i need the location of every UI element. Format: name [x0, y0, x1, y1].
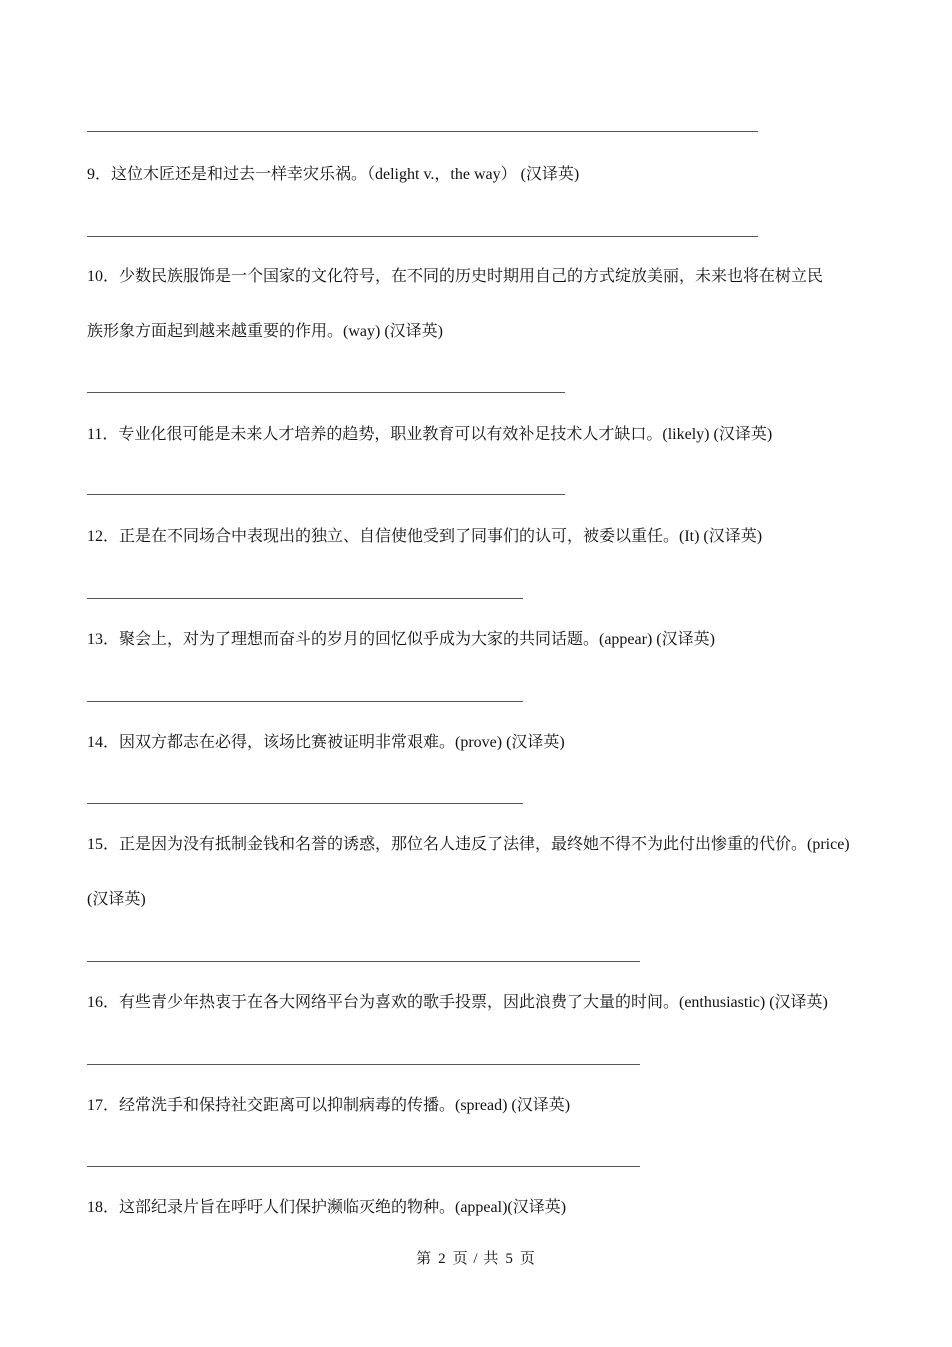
question-12: 12．正是在不同场合中表现出的独立、自信使他受到了同事们的认可，被委以重任。(It) (汉译英) — [87, 528, 763, 545]
answer-line[interactable] — [87, 131, 758, 132]
answer-line[interactable] — [87, 701, 523, 702]
answer-line[interactable] — [87, 803, 523, 804]
answer-line[interactable] — [87, 494, 565, 495]
question-13: 13．聚会上，对为了理想而奋斗的岁月的回忆似乎成为大家的共同话题。(appear) (汉译英) — [87, 631, 715, 648]
question-18: 18．这部纪录片旨在呼吁人们保护濒临灭绝的物种。(appeal)(汉译英) — [87, 1199, 567, 1216]
question-15-cont: (汉译英) — [87, 891, 146, 908]
current-page: 2 — [438, 1251, 447, 1267]
question-16: 16．有些青少年热衷于在各大网络平台为喜欢的歌手投票，因此浪费了大量的时间。(enthusiastic) (汉译英) — [87, 994, 828, 1011]
answer-line[interactable] — [87, 392, 565, 393]
total-pages: 5 — [505, 1251, 514, 1267]
footer-mid: 页 / 共 — [452, 1251, 500, 1267]
answer-line[interactable] — [87, 961, 640, 962]
question-11: 11．专业化很可能是未来人才培养的趋势，职业教育可以有效补足技术人才缺口。(likely) (汉译英) — [87, 426, 773, 443]
answer-line[interactable] — [87, 1064, 640, 1065]
question-17: 17．经常洗手和保持社交距离可以抑制病毒的传播。(spread) (汉译英) — [87, 1097, 571, 1114]
question-15: 15．正是因为没有抵制金钱和名誉的诱惑，那位名人违反了法律，最终她不得不为此付出惨重的代价。(price) — [87, 836, 850, 853]
question-14: 14．因双方都志在必得，该场比赛被证明非常艰难。(prove) (汉译英) — [87, 734, 565, 751]
footer-suffix: 页 — [519, 1251, 536, 1267]
answer-line[interactable] — [87, 1166, 640, 1167]
answer-line[interactable] — [87, 598, 523, 599]
question-9: 9．这位木匠还是和过去一样幸灾乐祸。（delight v.，the way） (汉译英) — [87, 166, 580, 183]
page-footer — [0, 1247, 952, 1268]
footer-prefix: 第 — [416, 1251, 433, 1267]
question-10: 10．少数民族服饰是一个国家的文化符号，在不同的历史时期用自己的方式绽放美丽，未来也将在树立民 — [87, 268, 824, 285]
question-10-cont: 族形象方面起到越来越重要的作用。(way) (汉译英) — [87, 323, 443, 340]
answer-line[interactable] — [87, 236, 758, 237]
